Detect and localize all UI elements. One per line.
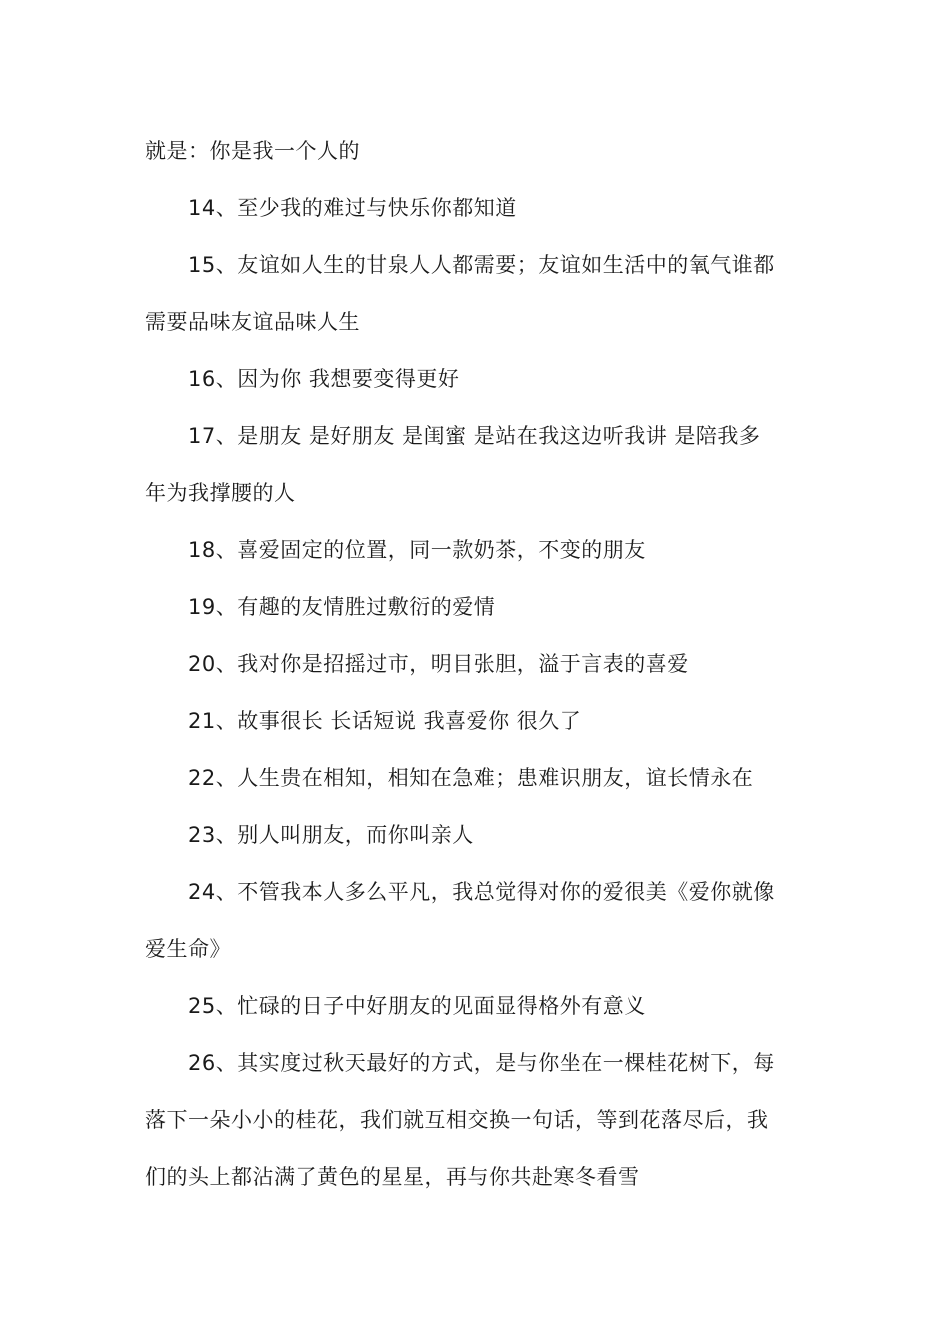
list-item-25: 25、忙碌的日子中好朋友的见面显得格外有意义 [188,994,646,1018]
list-item-26: 26、其实度过秋天最好的方式，是与你坐在一棵桂花树下，每 [188,1051,775,1075]
text-line: 就是：你是我一个人的 [145,139,360,163]
list-item-15: 15、友谊如人生的甘泉人人都需要；友谊如生活中的氧气谁都 [188,253,775,277]
list-item-24: 24、不管我本人多么平凡，我总觉得对你的爱很美《爱你就像 [188,880,775,904]
list-item-23: 23、别人叫朋友，而你叫亲人 [188,823,474,847]
text-line: 年为我撑腰的人 [145,481,296,505]
list-item-21: 21、故事很长 长话短说 我喜爱你 很久了 [188,709,582,733]
text-line: 落下一朵小小的桂花，我们就互相交换一句话，等到花落尽后，我 [145,1108,769,1132]
list-item-18: 18、喜爱固定的位置，同一款奶茶，不变的朋友 [188,538,646,562]
text-line: 需要品味友谊品味人生 [145,310,360,334]
text-line: 们的头上都沾满了黄色的星星，再与你共赴寒冬看雪 [145,1165,640,1189]
list-item-16: 16、因为你 我想要变得更好 [188,367,460,391]
text-line: 爱生命》 [145,937,231,961]
list-item-22: 22、人生贵在相知，相知在急难；患难识朋友，谊长情永在 [188,766,754,790]
list-item-14: 14、至少我的难过与快乐你都知道 [188,196,517,220]
list-item-20: 20、我对你是招摇过市，明目张胆，溢于言表的喜爱 [188,652,689,676]
list-item-19: 19、有趣的友情胜过敷衍的爱情 [188,595,496,619]
list-item-17: 17、是朋友 是好朋友 是闺蜜 是站在我这边听我讲 是陪我多 [188,424,761,448]
